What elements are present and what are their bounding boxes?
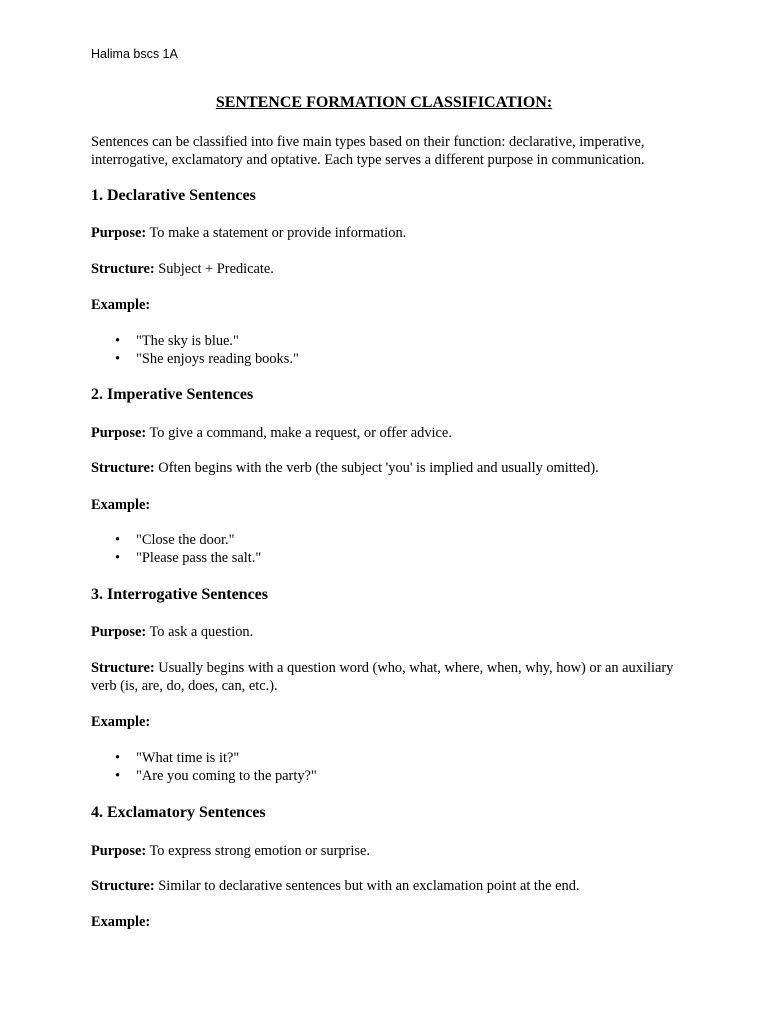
purpose-line xyxy=(91,224,691,242)
bullet-icon: • xyxy=(115,532,121,548)
example-text: "Are you coming to the party?" xyxy=(136,768,317,784)
purpose-line xyxy=(91,842,691,860)
bullet-icon: • xyxy=(115,768,121,784)
purpose-label: Purpose: xyxy=(91,843,147,859)
purpose-line xyxy=(91,424,691,442)
list-item xyxy=(91,332,299,350)
structure-text: Subject + Predicate. xyxy=(158,261,274,277)
example-text: "Close the door." xyxy=(136,532,235,548)
structure-line xyxy=(91,459,691,477)
header-note: Halima bscs 1A xyxy=(91,47,178,61)
list-item xyxy=(91,767,317,785)
list-item xyxy=(91,749,317,767)
example-label: Example: xyxy=(91,714,151,730)
bullet-icon: • xyxy=(115,550,121,566)
purpose-text: To express strong emotion or surprise. xyxy=(149,843,370,859)
structure-line xyxy=(91,877,691,895)
structure-label: Structure: xyxy=(91,878,155,894)
bullet-icon: • xyxy=(115,351,121,367)
purpose-text: To make a statement or provide information. xyxy=(149,225,407,241)
example-list xyxy=(91,531,261,567)
section-heading-imperative: 2. Imperative Sentences xyxy=(91,386,254,403)
example-label: Example: xyxy=(91,914,151,930)
structure-label: Structure: xyxy=(91,261,155,277)
section-heading-declarative: 1. Declarative Sentences xyxy=(91,187,256,204)
example-label: Example: xyxy=(91,297,151,313)
purpose-line xyxy=(91,623,691,641)
structure-line xyxy=(91,260,691,278)
list-item xyxy=(91,350,299,368)
purpose-text: To give a command, make a request, or offer advice. xyxy=(149,425,452,441)
structure-text: Usually begins with a question word (who, what, where, when, why, how) or an auxiliary verb (is, are, do, does, can, etc.). xyxy=(91,660,674,694)
section-heading-exclamatory: 4. Exclamatory Sentences xyxy=(91,804,266,821)
example-list xyxy=(91,749,317,785)
purpose-label: Purpose: xyxy=(91,425,147,441)
purpose-label: Purpose: xyxy=(91,225,147,241)
bullet-icon: • xyxy=(115,333,121,349)
example-label: Example: xyxy=(91,497,151,513)
list-item xyxy=(91,549,261,567)
structure-line xyxy=(91,659,691,695)
intro-paragraph: Sentences can be classified into five main types based on their function: declarative, imperative, interrogative, exclamatory and optative. Each type serves a different purpose in communication. xyxy=(91,134,645,168)
purpose-text: To ask a question. xyxy=(149,624,254,640)
bullet-icon: • xyxy=(115,750,121,766)
example-text: "She enjoys reading books." xyxy=(136,351,299,367)
example-text: "Please pass the salt." xyxy=(136,550,262,566)
list-item xyxy=(91,531,261,549)
example-text: "What time is it?" xyxy=(136,750,240,766)
structure-text: Often begins with the verb (the subject 'you' is implied and usually omitted). xyxy=(158,460,599,476)
example-list xyxy=(91,332,299,368)
example-text: "The sky is blue." xyxy=(136,333,239,349)
purpose-label: Purpose: xyxy=(91,624,147,640)
section-heading-interrogative: 3. Interrogative Sentences xyxy=(91,586,268,603)
document-title: SENTENCE FORMATION CLASSIFICATION: xyxy=(215,94,553,111)
structure-label: Structure: xyxy=(91,460,155,476)
structure-label: Structure: xyxy=(91,660,155,676)
structure-text: Similar to declarative sentences but with an exclamation point at the end. xyxy=(158,878,580,894)
